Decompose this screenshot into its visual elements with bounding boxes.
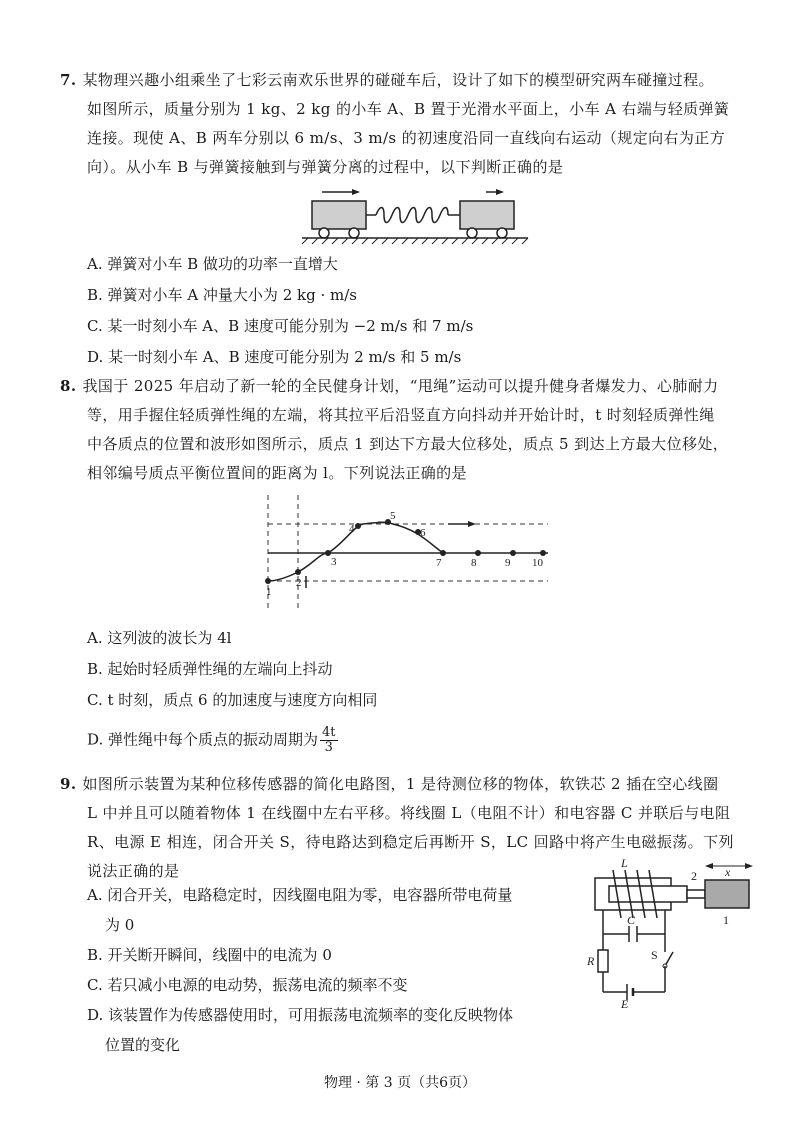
point-2 bbox=[295, 569, 301, 575]
q9-option-d-line-2: 位置的变化 bbox=[105, 1036, 181, 1054]
q9-option-b: B. 开关断开瞬间，线圈中的电流为 0 bbox=[87, 946, 332, 964]
label-C: C bbox=[627, 913, 636, 927]
q8-option-d-text: D. 弹性绳中每个质点的振动周期为 bbox=[87, 730, 319, 749]
resistor bbox=[598, 950, 608, 972]
q9-option-a-line-1: A. 闭合开关，电路稳定时，因线圈电阻为零，电容器所带电荷量 bbox=[87, 886, 513, 904]
label-1: 1 bbox=[266, 586, 272, 598]
spring bbox=[376, 208, 448, 223]
q7-option-d: D. 某一时刻小车 A、B 速度可能分别为 2 m/s 和 5 m/s bbox=[87, 348, 462, 366]
fraction-denominator: 3 bbox=[324, 740, 333, 755]
label-5: 5 bbox=[390, 510, 396, 522]
label-7: 7 bbox=[436, 557, 442, 569]
period-fraction bbox=[320, 726, 338, 755]
fraction-numerator: 4t bbox=[322, 725, 336, 740]
object-1 bbox=[705, 880, 749, 908]
q8-option-c: C. t 时刻，质点 6 的加速度与速度方向相同 bbox=[87, 691, 378, 709]
cart-a bbox=[312, 201, 366, 229]
label-6: 6 bbox=[420, 527, 426, 539]
label-9: 9 bbox=[505, 557, 511, 569]
q7-option-b: B. 弹簧对小车 A 冲量大小为 2 kg · m/s bbox=[87, 286, 357, 304]
point-10 bbox=[540, 550, 546, 556]
point-1 bbox=[265, 578, 271, 584]
question-8-line-2: 等，用手握住轻质弹性绳的左端，将其拉平后沿竖直方向抖动并开始计时，t 时刻轻质弹性绳 bbox=[87, 406, 715, 424]
point-9 bbox=[510, 550, 516, 556]
page-footer: 物理 · 第 3 页（共6页） bbox=[323, 1075, 477, 1091]
question-8-line-3: 中各质点的位置和波形如图所示，质点 1 到达下方最大位移处，质点 5 到达上方最大位移处， bbox=[87, 435, 729, 453]
question-8-number: 8. bbox=[60, 377, 77, 395]
point-4 bbox=[355, 523, 361, 529]
question-7-line-1: 某物理兴趣小组乘坐了七彩云南欢乐世界的碰碰车后，设计了如下的模型研究两车碰撞过程。 bbox=[82, 71, 714, 89]
question-7-number: 7. bbox=[60, 71, 77, 89]
lc-circuit-figure bbox=[585, 858, 775, 1008]
q9-option-a-line-2: 为 0 bbox=[105, 916, 135, 934]
cart-b bbox=[460, 201, 514, 229]
label-10: 10 bbox=[532, 557, 543, 569]
q8-option-b: B. 起始时轻质弹性绳的左端向上抖动 bbox=[87, 660, 333, 678]
label-3: 3 bbox=[331, 556, 337, 568]
label-2: 2 bbox=[691, 869, 697, 883]
label-S: S bbox=[651, 948, 658, 962]
question-9-line-1: 如图所示装置为某种位移传感器的简化电路图，1 是待测位移的物体，软铁芯 2 插在空心线圈 bbox=[82, 775, 719, 793]
label-2: 2 bbox=[296, 577, 302, 589]
q9-option-d-line-1: D. 该装置作为传感器使用时，可用振荡电流频率的变化反映物体 bbox=[87, 1006, 514, 1024]
q9-options bbox=[87, 880, 567, 1060]
iron-core bbox=[609, 886, 687, 902]
question-7-line-4: 向）。从小车 B 与弹簧接触到与弹簧分离的过程中，以下判断正确的是 bbox=[87, 158, 564, 176]
question-7-line-3: 连接。现使 A、B 两车分别以 6 m/s、3 m/s 的初速度沿同一直线向右运动（规定向右为正方 bbox=[87, 129, 726, 147]
question-9-line-2: L 中并且可以随着物体 1 在线圈中左右平移。将线圈 L（电阻不计）和电容器 C 并联后与电阻 bbox=[87, 804, 731, 822]
question-9-line-3: R、电源 E 相连，闭合开关 S，待电路达到稳定后再断开 S，LC 回路中将产生电磁振荡。下列 bbox=[87, 833, 734, 851]
question-9-line-4: 说法正确的是 bbox=[87, 862, 180, 880]
rope-wave-figure bbox=[258, 492, 558, 614]
point-8 bbox=[475, 550, 481, 556]
q8-option-d bbox=[87, 726, 338, 755]
label-x: x bbox=[725, 865, 731, 879]
cart-spring-figure bbox=[300, 185, 540, 245]
q7-option-a: A. 弹簧对小车 B 做功的功率一直增大 bbox=[87, 255, 338, 273]
point-7 bbox=[440, 550, 446, 556]
label-4: 4 bbox=[349, 523, 355, 535]
q9-option-c: C. 若只减小电源的电动势，振荡电流的频率不变 bbox=[87, 976, 408, 994]
label-L: L bbox=[621, 858, 628, 870]
question-7-stem bbox=[60, 66, 750, 182]
question-7-line-2: 如图所示，质量分别为 1 kg、2 kg 的小车 A、B 置于光滑水平面上，小车 A 右端与轻质弹簧 bbox=[87, 100, 730, 118]
label-1: 1 bbox=[723, 913, 729, 927]
q7-option-c: C. 某一时刻小车 A、B 速度可能分别为 −2 m/s 和 7 m/s bbox=[87, 317, 474, 335]
q8-option-a: A. 这列波的波长为 4l bbox=[87, 629, 232, 647]
question-8-line-4: 相邻编号质点平衡位置间的距离为 l。下列说法正确的是 bbox=[87, 464, 467, 482]
question-8-stem bbox=[60, 372, 750, 488]
question-9-number: 9. bbox=[60, 775, 77, 793]
label-8: 8 bbox=[471, 557, 477, 569]
label-R: R bbox=[587, 954, 595, 968]
label-E: E bbox=[621, 997, 629, 1008]
question-8-line-1: 我国于 2025 年启动了新一轮的全民健身计划，“甩绳”运动可以提升健身者爆发力、心肺耐力 bbox=[82, 377, 719, 395]
